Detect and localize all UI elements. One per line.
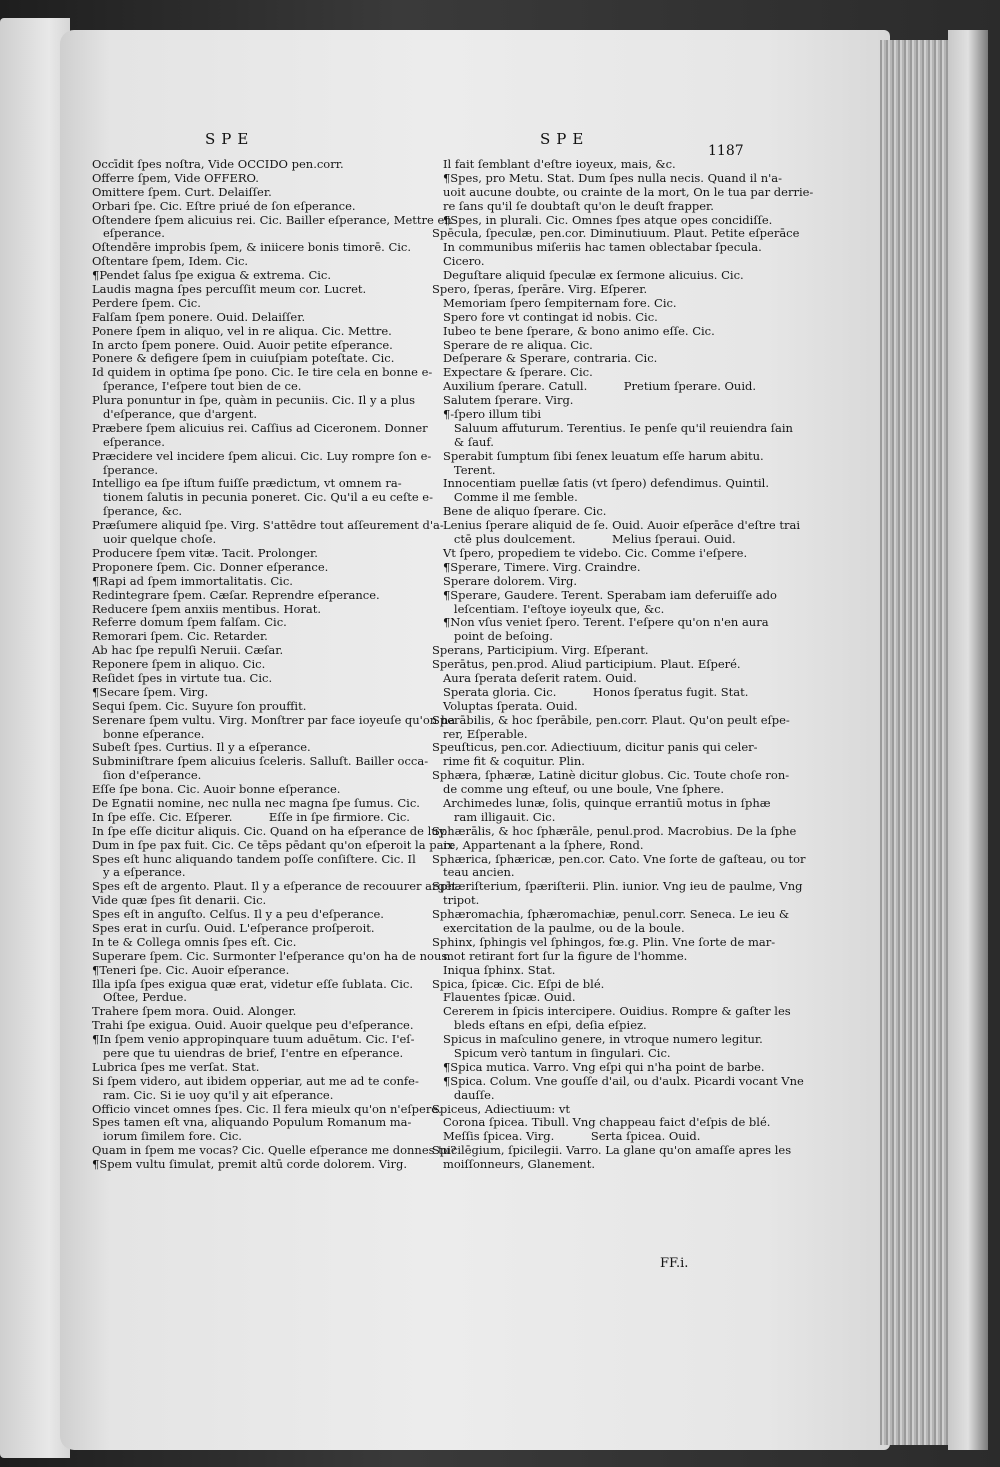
- text-line: Intelligo ea ſpe iſtum fuiſſe prædictum, vt omnem ra-: [92, 476, 402, 491]
- text-line: Dum in ſpe pax fuit. Cic. Ce tēps pēdant qu'on eſperoit la paix: [92, 837, 454, 852]
- text-line: Vt ſpero, propediem te videbo. Cic. Comme i'eſpere.: [432, 545, 748, 560]
- text-line: ¶Sperare, Gaudere. Terent. Sperabam iam deferuiſſe ado: [432, 587, 777, 602]
- text-line: ¶Spes, in plurali. Cic. Omnes ſpes atque opes concidiſſe.: [432, 212, 773, 227]
- text-line: eſperance.: [92, 226, 165, 241]
- text-line: Remorari ſpem. Cic. Retarder.: [92, 629, 268, 644]
- text-line: ¶Non vſus veniet ſpero. Terent. I'eſpere qu'on n'en aura: [432, 615, 769, 630]
- text-line: Eſſe ſpe bona. Cic. Auoir bonne eſperance.: [92, 782, 341, 797]
- text-line: Reſidet ſpes in virtute tua. Cic.: [92, 670, 273, 685]
- text-line: Spes eſt de argento. Plaut. Il y a eſperance de recouurer argēt.: [92, 879, 460, 894]
- text-line: ram illigauit. Cic.: [432, 809, 556, 824]
- text-line: ¶Secare ſpem. Virg.: [92, 684, 209, 699]
- text-line: Ponere & defigere ſpem in cuiuſpiam poteſtate. Cic.: [92, 351, 395, 366]
- signature-mark: FF.i.: [660, 1256, 689, 1271]
- text-line: Officio vincet omnes ſpes. Cic. Il fera mieulx qu'on n'eſpere.: [92, 1101, 442, 1116]
- text-line: Oſtee, Perdue.: [92, 990, 187, 1005]
- text-line: Spēcula, ſpeculæ, pen.cor. Diminutiuum. Plaut. Petite eſperāce: [432, 226, 800, 241]
- text-line: Vide quæ ſpes ſit denarii. Cic.: [92, 893, 267, 908]
- text-line: pere que tu uiendras de brief, I'entre en eſperance.: [92, 1046, 404, 1060]
- text-line: In communibus miſeriis hac tamen oblectabar ſpecula.: [432, 240, 762, 255]
- text-line: Lenius ſperare aliquid de ſe. Ouid. Auoir eſperāce d'eſtre trai: [432, 518, 801, 533]
- text-line: rime fit & coquitur. Plin.: [432, 754, 585, 769]
- text-line: Spicilēgium, ſpicilegii. Varro. La glane qu'on amaſſe apres les: [432, 1143, 792, 1158]
- text-line: Spicum verò tantum in ſingulari. Cic.: [432, 1046, 671, 1060]
- text-line: In ſpe eſſe dicitur aliquis. Cic. Quand on ha eſperance de luy.: [92, 823, 448, 838]
- text-line: Il fait ſemblant d'eſtre ioyeux, mais, &c.: [432, 157, 676, 171]
- text-line: Aura ſperata deſerit ratem. Ouid.: [432, 670, 637, 685]
- text-line: Sphinx, ſphingis vel ſphingos, fœ.g. Plin. Vne ſorte de mar-: [432, 934, 776, 949]
- text-line: Sperata gloria. Cic. Honos ſperatus fugit. Stat.: [432, 684, 749, 699]
- text-line: Spes erat in curſu. Ouid. L'eſperance proſperoit.: [92, 920, 375, 935]
- text-line: Reducere ſpem anxiis mentibus. Horat.: [92, 601, 322, 616]
- page-number: 1187: [708, 143, 744, 159]
- text-line: ¶In ſpem venio appropinquare tuum aduētum. Cic. I'eſ-: [92, 1032, 415, 1047]
- text-line: Voluptas ſperata. Ouid.: [432, 698, 578, 713]
- text-line: Illa ipſa ſpes exigua quæ erat, videtur eſſe ſublata. Cic.: [92, 976, 413, 991]
- text-line: dauſſe.: [432, 1087, 495, 1102]
- text-line: Orbari ſpe. Cic. Eſtre priué de ſon eſperance.: [92, 198, 356, 213]
- text-line: de comme ung eſteuf, ou une boule, Vne ſphere.: [432, 782, 725, 797]
- text-line: Saluum affuturum. Terentius. Ie penſe qu'il reuiendra ſain: [432, 420, 793, 435]
- text-line: Salutem ſperare. Virg.: [432, 393, 574, 408]
- text-line: Præſumere aliquid ſpe. Virg. S'attēdre tout aſſeurement d'a-: [92, 518, 444, 533]
- text-line: Lubrica ſpes me verſat. Stat.: [92, 1059, 260, 1074]
- text-line: ¶Pendet ſalus ſpe exigua & extrema. Cic.: [92, 268, 332, 283]
- text-line: mot retirant fort ſur la figure de l'homme.: [432, 948, 688, 963]
- text-line: & ſauf.: [432, 434, 494, 449]
- text-line: exercitation de la paulme, ou de la boule.: [432, 920, 685, 935]
- text-line: Redintegrare ſpem. Cæſar. Reprendre eſperance.: [92, 587, 380, 602]
- text-line: Id quidem in optima ſpe pono. Cic. Ie tire cela en bonne e-: [92, 365, 433, 380]
- text-line: Serenare ſpem vultu. Virg. Monſtrer par face ioyeuſe qu'on ha: [92, 712, 456, 727]
- text-line: Si ſpem videro, aut ibidem opperiar, aut me ad te confe-: [92, 1073, 419, 1088]
- text-line: Flauentes ſpicæ. Ouid.: [432, 990, 576, 1005]
- text-line: point de beſoing.: [432, 629, 553, 644]
- text-line: Sperātus, pen.prod. Aliud participium. Plaut. Eſperé.: [432, 657, 741, 672]
- text-line: Sperare de re aliqua. Cic.: [432, 337, 593, 352]
- text-line: Sphærica, ſphæricæ, pen.cor. Cato. Vne ſorte de gaſteau, ou tor: [432, 851, 806, 866]
- text-line: Sphæra, ſphæræ, Latinè dicitur globus. Cic. Toute choſe ron-: [432, 768, 790, 783]
- text-line: eſperance.: [92, 434, 165, 449]
- text-line: moiſſonneurs, Glanement.: [432, 1157, 595, 1172]
- text-line: Occīdit ſpes noſtra, Vide OCCIDO pen.corr.: [92, 157, 344, 171]
- text-line: ¶Spem vultu ſimulat, premit altū corde dolorem. Virg.: [92, 1157, 408, 1172]
- text-line: Spes eſt hunc aliquando tandem poſſe conſiſtere. Cic. Il: [92, 851, 416, 866]
- text-line: Ab hac ſpe repulſi Neruii. Cæſar.: [92, 643, 284, 658]
- book-cover-edge: [948, 30, 988, 1450]
- text-line: In ſpe eſſe. Cic. Eſperer. Eſſe in ſpe firmiore. Cic.: [92, 809, 410, 824]
- text-line: Iniqua ſphinx. Stat.: [432, 962, 556, 977]
- text-line: Spes tamen eſt vna, aliquando Populum Romanum ma-: [92, 1115, 412, 1130]
- text-line: Ponere ſpem in aliquo, vel in re aliqua. Cic. Mettre.: [92, 323, 392, 338]
- right-column: [432, 157, 814, 1172]
- text-line: ¶Rapi ad ſpem immortalitatis. Cic.: [92, 573, 293, 588]
- text-line: Innocentiam puellæ ſatis (vt ſpero) defendimus. Quintil.: [432, 476, 769, 491]
- text-line: Subminiſtrare ſpem alicuius ſceleris. Salluſt. Bailler occa-: [92, 754, 429, 769]
- text-line: Expectare & ſperare. Cic.: [432, 365, 593, 380]
- text-line: Præcidere vel incidere ſpem alicui. Cic. Luy rompre ſon e-: [92, 448, 432, 463]
- text-line: Archimedes lunæ, ſolis, quinque errantiū motus in ſphæ: [432, 795, 771, 810]
- text-line: Trahere ſpem mora. Ouid. Alonger.: [92, 1004, 297, 1019]
- text-line: uoir quelque choſe.: [92, 532, 217, 547]
- text-line: Meſſis ſpicea. Virg. Serta ſpicea. Ouid.: [432, 1129, 701, 1144]
- text-line: Reponere ſpem in aliquo. Cic.: [92, 657, 266, 672]
- page-edges: [880, 40, 950, 1445]
- text-line: Bene de aliquo ſperare. Cic.: [432, 504, 607, 519]
- text-line: Spero fore vt contingat id nobis. Cic.: [432, 309, 658, 324]
- text-line: Superare ſpem. Cic. Surmonter l'eſperance qu'on ha de nous.: [92, 948, 451, 963]
- text-line: Laudis magna ſpes percuſſit meum cor. Lucret.: [92, 282, 367, 297]
- text-line: ſperance, &c.: [92, 504, 183, 519]
- text-line: uoit aucune doubte, ou crainte de la mort, On le tua par derrie-: [432, 184, 814, 199]
- text-line: ¶Spes, pro Metu. Stat. Dum ſpes nulla necis. Quand il n'a-: [432, 170, 783, 185]
- text-line: Spicus in maſculino genere, in vtroque numero legitur.: [432, 1032, 763, 1047]
- text-line: ¶Teneri ſpe. Cic. Auoir eſperance.: [92, 962, 290, 977]
- text-line: Falſam ſpem ponere. Ouid. Delaiſſer.: [92, 309, 306, 324]
- text-line: ¶-ſpero illum tibi: [432, 407, 542, 422]
- text-line: Terent.: [432, 462, 496, 477]
- text-line: Sperare dolorem. Virg.: [432, 573, 578, 588]
- text-line: Offerre ſpem, Vide OFFERO.: [92, 170, 259, 185]
- text-line: Sperābilis, & hoc ſperābile, pen.corr. Plaut. Qu'on peult eſpe-: [432, 712, 790, 727]
- text-line: ſion d'eſperance.: [92, 768, 202, 783]
- text-line: Spica, ſpicæ. Cic. Eſpi de blé.: [432, 976, 605, 991]
- text-line: ram. Cic. Si ie uoy qu'il y ait eſperance.: [92, 1087, 334, 1102]
- text-line: ¶Sperare, Timere. Virg. Craindre.: [432, 559, 641, 574]
- text-line: Sphærālis, & hoc ſphærāle, penul.prod. Macrobius. De la ſphe: [432, 823, 797, 838]
- text-line: Sphæromachia, ſphæromachiæ, penul.corr. Seneca. Le ieu &: [432, 907, 790, 922]
- text-line: Deſperare & Sperare, contraria. Cic.: [432, 351, 658, 366]
- text-line: Iubeo te bene ſperare, & bono animo eſſe. Cic.: [432, 323, 715, 338]
- text-line: Deguſtare aliquid ſpeculæ ex ſermone alicuius. Cic.: [432, 268, 744, 283]
- text-line: ¶Spica mutica. Varro. Vng eſpi qui n'ha point de barbe.: [432, 1059, 765, 1074]
- text-line: tionem ſalutis in pecunia poneret. Cic. Qu'il a eu ceſte e-: [92, 490, 433, 505]
- text-line: leſcentiam. I'eſtoye ioyeulx que, &c.: [432, 601, 665, 616]
- text-line: Sperans, Participium. Virg. Eſperant.: [432, 643, 649, 658]
- text-line: tripot.: [432, 893, 480, 908]
- text-line: Spero, ſperas, ſperāre. Virg. Eſperer.: [432, 282, 648, 297]
- text-line: Trahi ſpe exigua. Ouid. Auoir quelque peu d'eſperance.: [92, 1018, 414, 1033]
- text-line: Perdere ſpem. Cic.: [92, 295, 201, 310]
- text-line: re ſans qu'il ſe doubtaſt qu'on le deuſt frapper.: [432, 198, 714, 213]
- text-line: Speuſticus, pen.cor. Adiectiuum, dicitur panis qui celer-: [432, 740, 758, 755]
- text-line: Præbere ſpem alicuius rei. Caſſius ad Ciceronem. Donner: [92, 420, 428, 435]
- text-line: Sperabit ſumptum ſibi ſenex leuatum eſſe harum abitu.: [432, 448, 764, 463]
- text-line: Oſtentare ſpem, Idem. Cic.: [92, 254, 249, 269]
- text-line: In arcto ſpem ponere. Ouid. Auoir petite eſperance.: [92, 337, 393, 352]
- running-head-right: SPE: [540, 130, 590, 148]
- text-line: Referre domum ſpem falſam. Cic.: [92, 615, 287, 630]
- text-line: De Egnatii nomine, nec nulla nec magna ſpe ſumus. Cic.: [92, 795, 420, 810]
- text-line: Cicero.: [432, 254, 485, 269]
- text-line: Oſtendēre improbis ſpem, & iniicere bonis timorē. Cic.: [92, 240, 412, 255]
- text-line: teau ancien.: [432, 865, 515, 880]
- text-line: Comme il me ſemble.: [432, 490, 578, 505]
- running-head-left: SPE: [205, 130, 255, 148]
- text-line: Quam in ſpem me vocas? Cic. Quelle eſperance me donnes tu?: [92, 1143, 457, 1158]
- text-line: re, Appartenant a la ſphere, Rond.: [432, 837, 644, 852]
- text-line: Memoriam ſpero ſempiternam fore. Cic.: [432, 295, 677, 310]
- text-line: Sphæriſterium, ſpæriſterii. Plin. iunior. Vng ieu de paulme, Vng: [432, 879, 803, 894]
- text-line: Corona ſpicea. Tibull. Vng chappeau faict d'eſpis de blé.: [432, 1115, 771, 1130]
- text-line: d'eſperance, que d'argent.: [92, 407, 257, 422]
- text-line: bleds eſtans en eſpi, deſia eſpiez.: [432, 1018, 647, 1033]
- text-line: rer, Eſperable.: [432, 726, 528, 741]
- text-line: ctē plus doulcement. Melius ſperaui. Ouid.: [432, 532, 736, 547]
- text-line: y a eſperance.: [92, 865, 186, 880]
- text-line: Auxilium ſperare. Catull. Pretium ſperare. Ouid.: [432, 379, 757, 394]
- text-line: bonne eſperance.: [92, 726, 205, 741]
- text-line: Spes eſt in anguſto. Celſus. Il y a peu d'eſperance.: [92, 907, 384, 922]
- text-line: ſperance, I'eſpere tout bien de ce.: [92, 379, 302, 394]
- text-line: In te & Collega omnis ſpes eſt. Cic.: [92, 934, 297, 949]
- text-line: Sequi ſpem. Cic. Suyure ſon prouffit.: [92, 698, 307, 713]
- text-line: Oſtendere ſpem alicuius rei. Cic. Bailler eſperance, Mettre en: [92, 212, 452, 227]
- text-line: ¶Spica. Colum. Vne gouſſe d'ail, ou d'aulx. Picardi vocant Vne: [432, 1073, 804, 1088]
- text-line: Spiceus, Adiectiuum: vt: [432, 1101, 571, 1116]
- text-line: Producere ſpem vitæ. Tacit. Prolonger.: [92, 545, 318, 560]
- text-line: Omittere ſpem. Curt. Delaiſſer.: [92, 184, 272, 199]
- text-line: Subeſt ſpes. Curtius. Il y a eſperance.: [92, 740, 311, 755]
- text-line: Proponere ſpem. Cic. Donner eſperance.: [92, 559, 329, 574]
- text-line: Cererem in ſpicis intercipere. Ouidius. Rompre & gaſter les: [432, 1004, 791, 1019]
- text-line: Plura ponuntur in ſpe, quàm in pecuniis. Cic. Il y a plus: [92, 393, 416, 408]
- text-line: ſperance.: [92, 462, 159, 477]
- text-line: iorum ſimilem fore. Cic.: [92, 1129, 242, 1144]
